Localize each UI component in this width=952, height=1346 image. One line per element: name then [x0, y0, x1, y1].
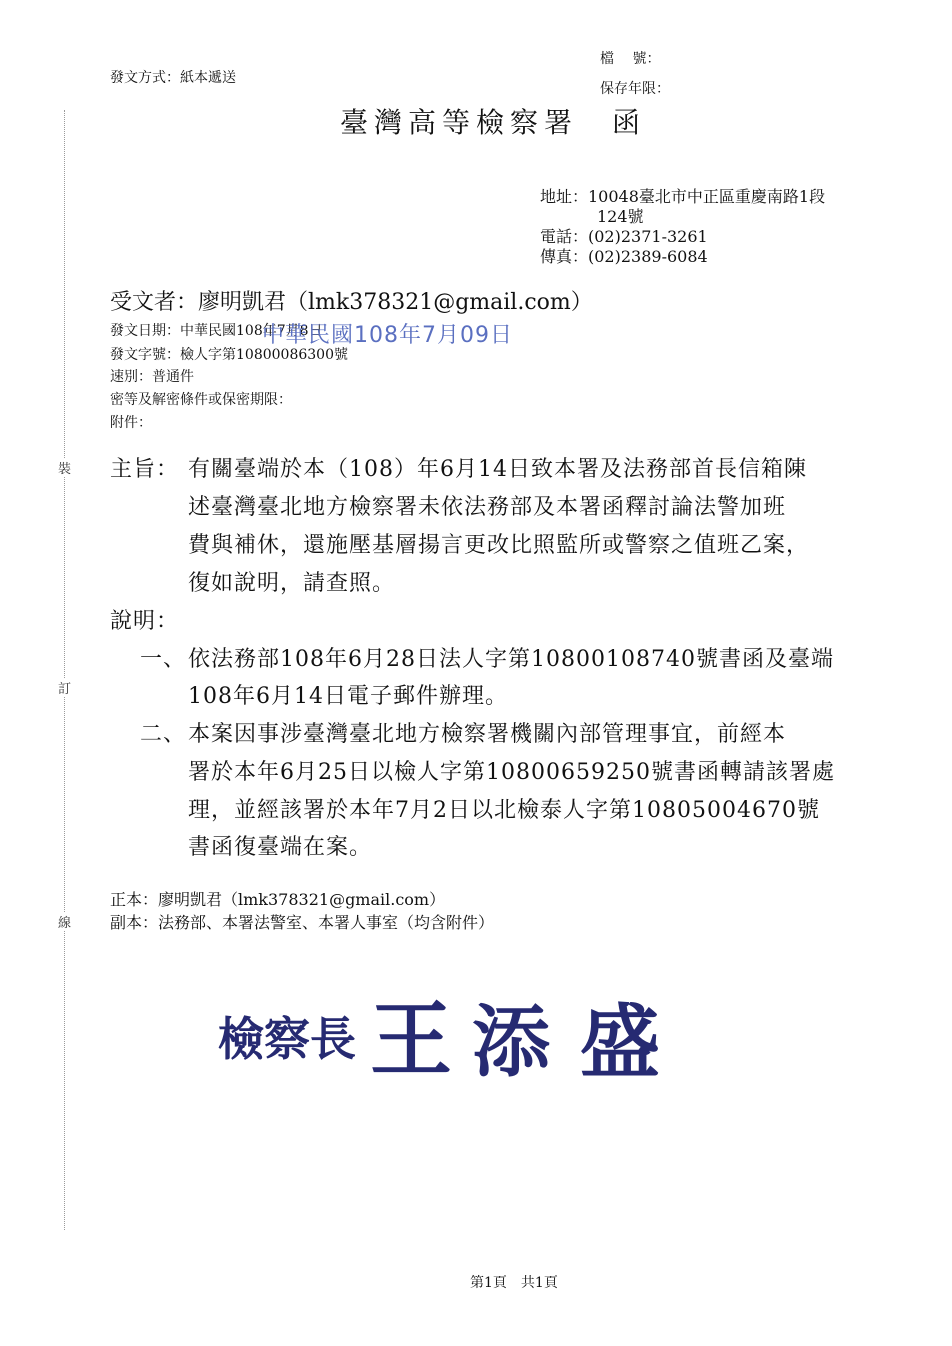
copy-recipients: 副本：法務部、本署法警室、本署人事室（均含附件）	[110, 913, 495, 932]
signature-title: 檢察長	[218, 1012, 356, 1066]
item-line: 署於本年6月25日以檢人字第10800659250號書函轉請該署處	[188, 760, 835, 785]
send-method: 發文方式：紙本遞送	[110, 70, 236, 86]
item-line: 依法務部108年6月28日法人字第10800108740號書函及臺端	[188, 647, 834, 672]
subject-line: 有關臺端於本（108）年6月14日致本署及法務部首長信箱陳	[188, 457, 807, 482]
phone: 電話：(02)2371-3261	[540, 227, 708, 246]
subject-line: 述臺灣臺北地方檢察署未依法務部及本署函釋討論法警加班	[188, 495, 787, 520]
binding-mark-zhuang: 裝	[58, 458, 71, 477]
original-recipient: 正本：廖明凱君（lmk378321@gmail.com）	[110, 890, 446, 909]
secrecy-terms: 密等及解密條件或保密期限：	[110, 392, 292, 408]
subject-line: 復如說明，請查照。	[188, 571, 396, 596]
item-line: 本案因事涉臺灣臺北地方檢察署機關內部管理事宜，前經本	[188, 722, 787, 747]
binding-margin-line	[64, 110, 65, 1230]
file-number-label: 檔 號：	[600, 51, 661, 67]
explanation-label: 說明：	[110, 609, 180, 634]
date-stamp: 中華民國108年7月09日	[262, 323, 513, 348]
retention-label: 保存年限：	[600, 81, 670, 97]
signature-name-char: 盛	[580, 995, 660, 1089]
reference-number: 發文字號：檢人字第10800086300號	[110, 347, 348, 363]
subject-label: 主旨：	[110, 457, 180, 482]
signature-name-char: 添	[472, 997, 551, 1088]
item-line: 108年6月14日電子郵件辦理。	[188, 684, 508, 709]
speed-class: 速別：普通件	[110, 369, 194, 385]
fax: 傳真：(02)2389-6084	[540, 247, 708, 266]
item-number: 一、	[140, 647, 187, 672]
item-number: 二、	[140, 722, 187, 747]
recipient: 受文者：廖明凱君（lmk378321@gmail.com）	[110, 290, 593, 315]
signature-name-char: 王	[370, 992, 453, 1088]
issue-date: 發文日期：中華民國108年7月8日	[110, 323, 323, 339]
binding-mark-ding: 訂	[58, 678, 71, 697]
item-line: 書函復臺端在案。	[188, 835, 373, 860]
item-line: 理，並經該署於本年7月2日以北檢泰人字第10805004670號	[188, 798, 820, 823]
page-footer: 第1頁 共1頁	[470, 1275, 558, 1291]
document-title: 臺灣高等檢察署 函	[340, 106, 647, 139]
address-line-1: 地址：10048臺北市中正區重慶南路1段	[540, 187, 826, 206]
address-line-2: 124號	[597, 207, 644, 226]
subject-line: 費與補休，還施壓基層揚言更改比照監所或警察之值班乙案，	[188, 533, 810, 558]
attachment-label: 附件：	[110, 415, 152, 431]
binding-mark-xian: 線	[58, 912, 71, 931]
